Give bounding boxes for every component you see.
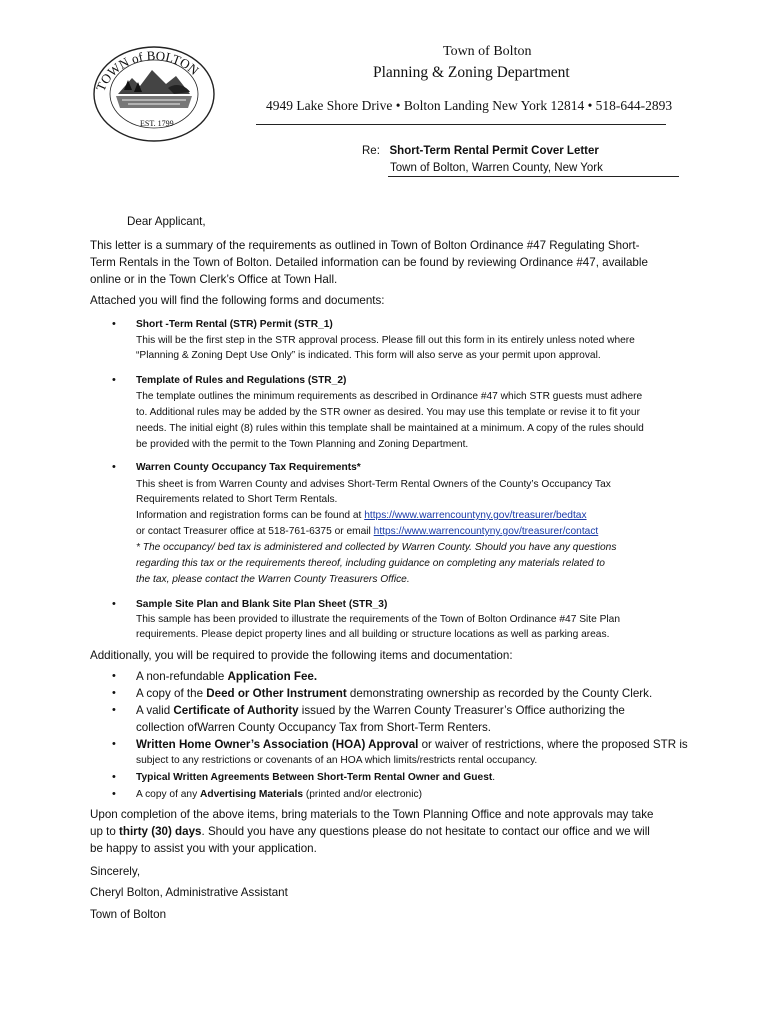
re-line [362, 145, 599, 157]
signoff-org: Town of Bolton [90, 908, 167, 921]
re-underline [388, 176, 679, 177]
re-label: Re: [362, 145, 380, 157]
letterhead-divider [256, 124, 666, 125]
signoff-name: Cheryl Bolton, Administrative Assistant [90, 886, 288, 899]
item-1 [136, 668, 317, 685]
form-4-line-1: This sample has been provided to illustrate the requirements of the Town of Bolton Ordinance #47 Site Plan [136, 614, 620, 625]
closing-line-3: be happy to assist you with your application. [90, 842, 317, 855]
letterhead-address: 4949 Lake Shore Drive • Bolton Landing New York 12814 • 518-644-2893 [266, 98, 673, 113]
item-2-bold: Deed or Other Instrument [206, 687, 347, 700]
closing-line-1: Upon completion of the above items, bring materials to the Town Planning Office and note approvals may take [90, 808, 654, 821]
item-3-post: issued by the Warren County Treasurer’s Office authorizing the [298, 704, 625, 717]
form-1-title: Short -Term Rental (STR) Permit (STR_1) [136, 319, 333, 330]
form-1-line-1: This will be the first step in the STR approval process. Please fill out this form in its entirely unless noted where [136, 335, 635, 346]
closing-line-2 [90, 823, 650, 840]
contact-link[interactable]: https://www.warrencountyny.gov/treasurer/contact [373, 526, 599, 537]
form-3-info-line [136, 508, 587, 524]
form-2-title: Template of Rules and Regulations (STR_2) [136, 375, 347, 386]
letterhead-department: Planning & Zoning Department [373, 64, 570, 81]
bedtax-link[interactable]: https://www.warrencountyny.gov/treasurer/bedtax [364, 510, 587, 521]
form-1-line-2: “Planning & Zoning Dept Use Only” is indicated. This form will also serve as your permit upon approval. [136, 350, 601, 361]
item-5-bold: Typical Written Agreements Between Short-Term Rental Owner and Guest [136, 772, 493, 783]
bullet-icon: • [112, 771, 116, 783]
bullet-icon: • [112, 374, 116, 386]
item-5-post: . [492, 772, 496, 783]
bullet-icon: • [112, 318, 116, 330]
item-2-post: demonstrating ownership as recorded by the County Clerk. [346, 687, 653, 700]
additional-intro: Additionally, you will be required to provide the following items and documentation: [90, 649, 513, 662]
bullet-icon: • [112, 598, 116, 610]
form-3-note-line-2: regarding this tax or the requirements thereof, including guidance on completing any materials related to [136, 558, 605, 569]
closing-line-2-pre: up to [90, 825, 120, 838]
item-6 [136, 787, 422, 803]
form-3-line-2: Requirements related to Short Term Rentals. [136, 494, 338, 505]
re-subject: Short-Term Rental Permit Cover Letter [389, 145, 599, 157]
bullet-icon: • [112, 704, 116, 716]
closing-line-2-bold: thirty (30) days [119, 825, 202, 838]
form-3-note-line-1: * The occupancy/ bed tax is administered and collected by Warren County. Should you have any questions [136, 542, 617, 553]
attached-intro: Attached you will find the following forms and documents: [90, 294, 385, 307]
item-3 [136, 702, 625, 719]
item-1-pre: A non-refundable [136, 670, 228, 683]
greeting: Dear Applicant, [127, 215, 206, 228]
form-3-info-prefix: Information and registration forms can be found at [136, 510, 365, 521]
form-3-contact-line [136, 524, 598, 540]
item-2-pre: A copy of the [136, 687, 207, 700]
item-6-pre: A copy of any [136, 789, 200, 800]
item-4 [136, 736, 688, 753]
item-4-bold: Written Home Owner’s Association (HOA) Approval [136, 738, 419, 751]
closing-line-2-post: . Should you have any questions please do not hesitate to contact our office and we will [201, 825, 650, 838]
form-3-note-line-3: the tax, please contact the Warren County Treasurers Office. [136, 574, 410, 585]
form-3-title: Warren County Occupancy Tax Requirements* [136, 462, 361, 473]
item-6-post: (printed and/or electronic) [303, 789, 422, 800]
form-4-title: Sample Site Plan and Blank Site Plan Sheet (STR_3) [136, 599, 388, 610]
bullet-icon: • [112, 788, 116, 800]
item-1-bold: Application Fee. [227, 670, 318, 683]
intro-line-1: This letter is a summary of the requirements as outlined in Town of Bolton Ordinance #47 Regulating Short- [90, 239, 640, 252]
intro-line-2: Term Rentals in the Town of Bolton. Detailed information can be found by reviewing Ordinance #47, available [90, 256, 648, 269]
form-2-line-1: The template outlines the minimum requirements as described in Ordinance #47 which STR guests must adhere [136, 391, 643, 402]
re-location: Town of Bolton, Warren County, New York [390, 162, 603, 174]
form-3-contact-prefix: or contact Treasurer office at 518-761-6375 or email [136, 526, 374, 537]
seal-est: EST. 1799 [140, 119, 174, 128]
bullet-icon: • [112, 687, 116, 699]
bullet-icon: • [112, 670, 116, 682]
signoff-sincerely: Sincerely, [90, 865, 141, 878]
form-2-line-3: needs. The initial eight (8) rules within this template shall be maintained at a minimum. A copy of the rules should [136, 423, 644, 434]
bullet-icon: • [112, 461, 116, 473]
town-seal-logo [88, 42, 220, 142]
item-2 [136, 685, 652, 702]
letterhead-town: Town of Bolton [443, 44, 532, 59]
item-3-cont: collection ofWarren County Occupancy Tax from Short-Term Renters. [136, 721, 492, 734]
form-3-line-1: This sheet is from Warren County and advises Short-Term Rental Owners of the County’s Occupancy Tax [136, 479, 611, 490]
intro-line-3: online or in the Town Clerk’s Office at Town Hall. [90, 273, 338, 286]
bullet-icon: • [112, 738, 116, 750]
svg-text:TOWN of BOLTON: TOWN of BOLTON [92, 47, 202, 94]
item-3-pre: A valid [136, 704, 174, 717]
item-5 [136, 770, 495, 786]
form-4-line-2: requirements. Please depict property lines and all building or structure locations as well as parking areas. [136, 629, 610, 640]
item-4-post: or waiver of restrictions, where the proposed STR is [418, 738, 688, 751]
item-6-bold: Advertising Materials [200, 789, 304, 800]
item-4-cont: subject to any restrictions or covenants of an HOA which limits/restricts rental occupancy. [136, 755, 538, 766]
item-3-bold: Certificate of Authority [173, 704, 299, 717]
form-2-line-2: to. Additional rules may be added by the STR owner as desired. You may use this template or revise it to fit your [136, 407, 640, 418]
form-2-line-4: be provided with the permit to the Town Planning and Zoning Department. [136, 439, 469, 450]
